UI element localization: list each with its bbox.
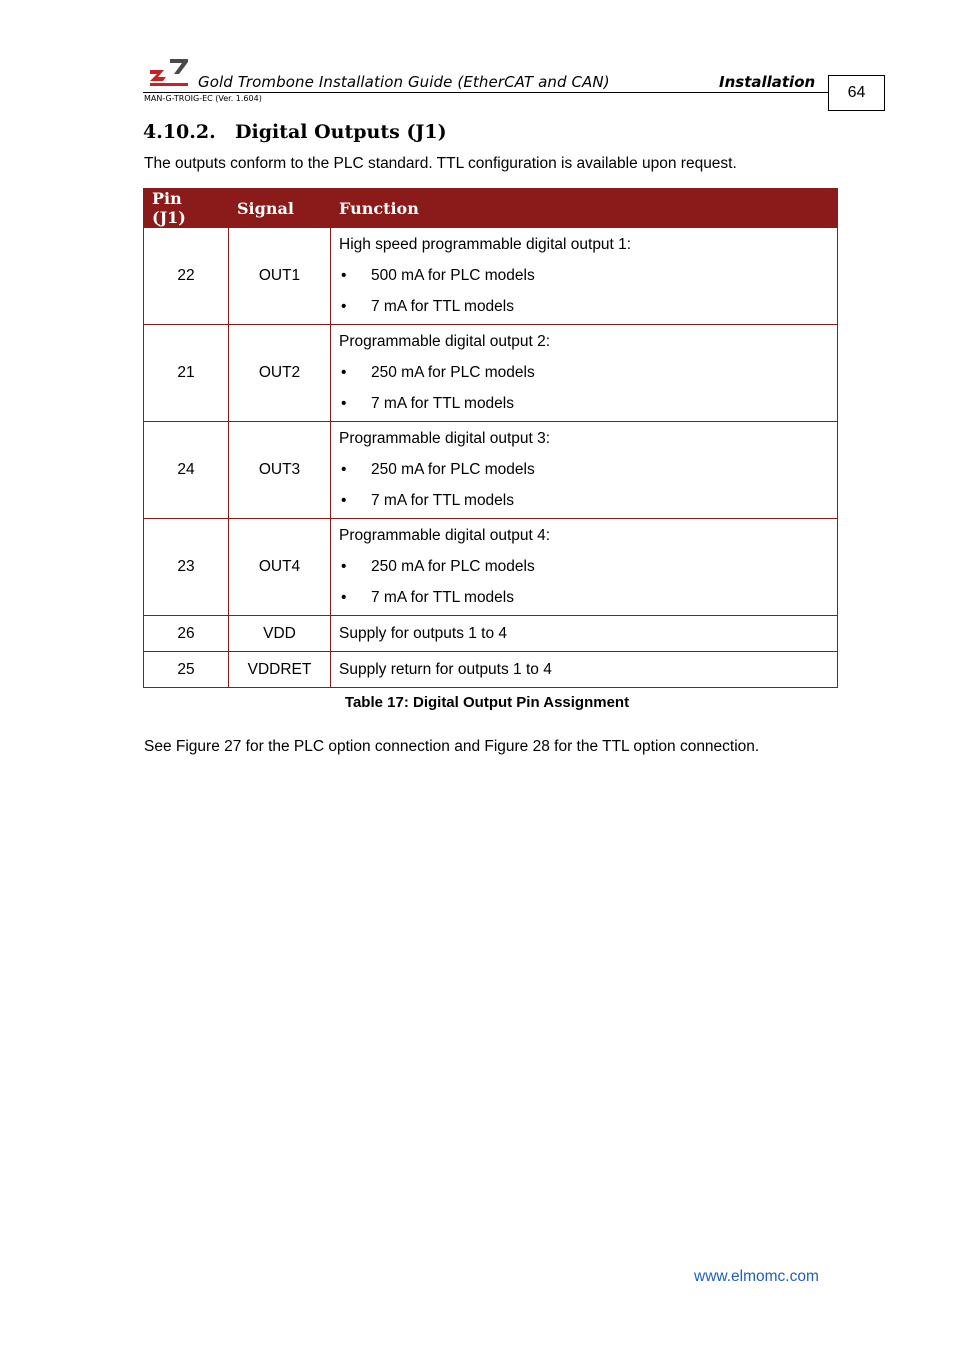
function-cell [331, 228, 838, 325]
bullet-icon: • [341, 298, 347, 315]
elmo-logo-icon [148, 57, 190, 87]
signal-cell: VDD [229, 616, 331, 652]
signal-cell: OUT2 [229, 325, 331, 422]
header-function: Function [331, 189, 838, 228]
bullet-item [339, 260, 829, 291]
signal-cell: OUT1 [229, 228, 331, 325]
pin-cell: 26 [144, 616, 229, 652]
table-row [144, 325, 838, 422]
function-text: High speed programmable digital output 1: [339, 236, 632, 253]
section-title: Digital Outputs (J1) [235, 121, 447, 143]
table-row [144, 228, 838, 325]
document-id: MAN-G-TROIG-EC (Ver. 1.604) [144, 94, 262, 103]
function-cell [331, 325, 838, 422]
bullet-text: 500 mA for PLC models [371, 267, 535, 284]
bullet-item [339, 582, 829, 613]
table-caption: Table 17: Digital Output Pin Assignment [344, 694, 630, 711]
signal-cell: OUT3 [229, 422, 331, 519]
pin-cell: 24 [144, 422, 229, 519]
bullet-icon: • [341, 461, 347, 478]
table-row [144, 519, 838, 616]
header-rule [143, 92, 829, 93]
bullet-item [339, 357, 829, 388]
bullet-item [339, 388, 829, 419]
header-title: Gold Trombone Installation Guide (EtherCAT and CAN) [198, 73, 610, 91]
bullet-text: 250 mA for PLC models [371, 461, 535, 478]
bullet-text: 7 mA for TTL models [371, 298, 514, 315]
bullet-icon: • [341, 267, 347, 284]
bullet-text: 250 mA for PLC models [371, 558, 535, 575]
bullet-icon: • [341, 558, 347, 575]
table-header-row [144, 189, 838, 228]
pin-cell: 25 [144, 652, 229, 688]
function-text: Programmable digital output 3: [339, 430, 551, 447]
table-row [144, 422, 838, 519]
bullet-text: 7 mA for TTL models [371, 492, 514, 509]
table-row [144, 616, 838, 652]
function-cell [331, 422, 838, 519]
website-link[interactable]: www.elmomc.com [694, 1268, 819, 1285]
signal-cell: VDDRET [229, 652, 331, 688]
pin-cell: 23 [144, 519, 229, 616]
header-section: Installation [719, 73, 816, 91]
function-cell: Supply for outputs 1 to 4 [331, 616, 838, 652]
function-cell [331, 519, 838, 616]
signal-cell: OUT4 [229, 519, 331, 616]
pin-cell: 21 [144, 325, 229, 422]
function-text: Programmable digital output 2: [339, 333, 551, 350]
bullet-item [339, 551, 829, 582]
figure-reference-paragraph: See Figure 27 for the PLC option connection and Figure 28 for the TTL option connection. [144, 738, 760, 755]
bullet-icon: • [341, 492, 347, 509]
header-signal: Signal [229, 189, 331, 228]
intro-paragraph: The outputs conform to the PLC standard. TTL configuration is available upon request. [144, 155, 737, 172]
bullet-item [339, 454, 829, 485]
bullet-text: 7 mA for TTL models [371, 589, 514, 606]
section-number: 4.10.2. [143, 121, 216, 143]
bullet-icon: • [341, 364, 347, 381]
bullet-text: 250 mA for PLC models [371, 364, 535, 381]
header-pin: Pin (J1) [144, 189, 229, 228]
bullet-icon: • [341, 395, 347, 412]
pin-assignment-table [143, 188, 838, 688]
bullet-item [339, 291, 829, 322]
function-text: Programmable digital output 4: [339, 527, 551, 544]
bullet-item [339, 485, 829, 516]
page-number: 64 [828, 75, 885, 111]
pin-cell: 22 [144, 228, 229, 325]
function-cell: Supply return for outputs 1 to 4 [331, 652, 838, 688]
bullet-icon: • [341, 589, 347, 606]
table-row [144, 652, 838, 688]
bullet-text: 7 mA for TTL models [371, 395, 514, 412]
